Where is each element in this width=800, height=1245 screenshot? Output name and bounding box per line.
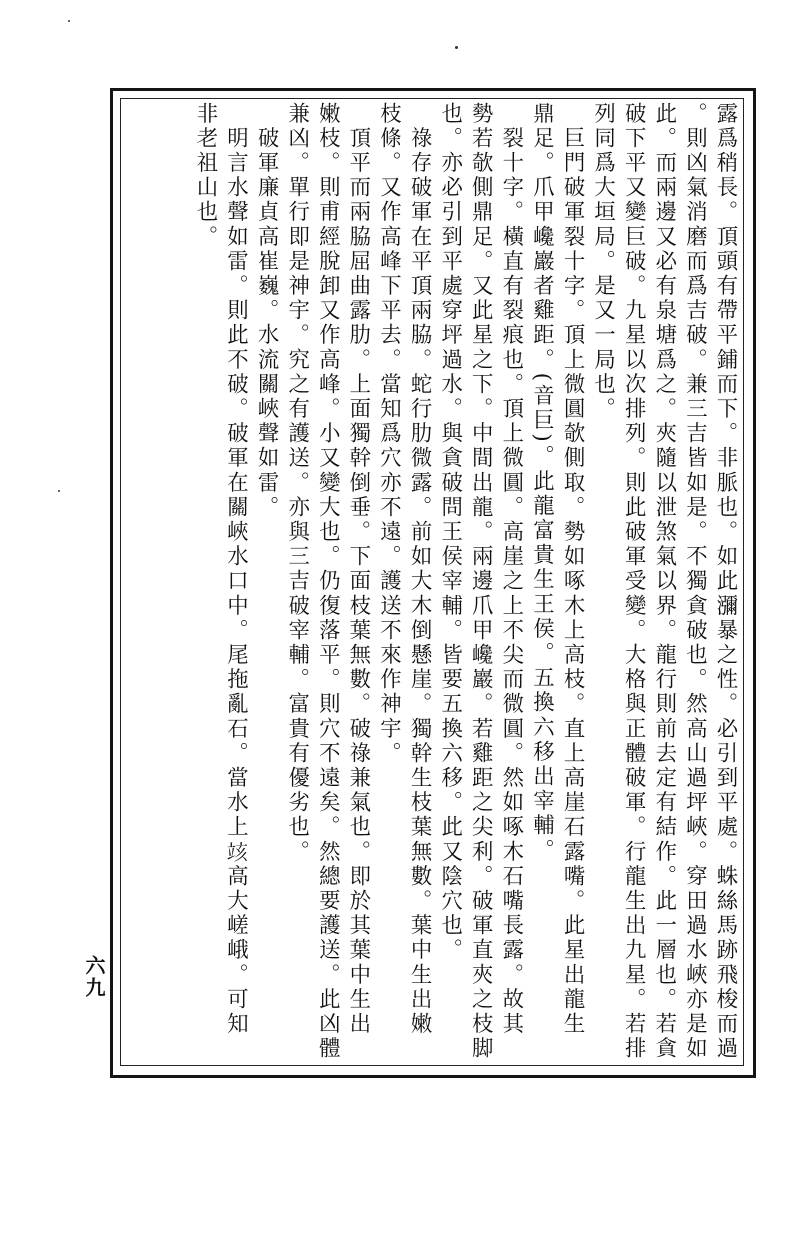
text-column: 也。亦必引到平處穿坪過水。與貪破問王侯宰輔。皆要五換六移。此又陰穴也。: [437, 102, 463, 963]
page-number: 六九: [82, 955, 106, 999]
text-column: 嫩枝。則甫經脫卸又作高峰。小又變大也。仍復落平。則穴不遠矣。然總要護送。此凶體: [315, 102, 341, 1062]
text-column: 此。而兩邊又必有泉塘爲之。夾隨以泄煞氣以界。龍行則前去定有結作。此一層也。若貪: [651, 102, 677, 1062]
text-column: 巨門破軍裂十字。頂上微圓欹側取。勢如啄木上高枝。直上高崖石露嘴。此星出龍生: [560, 102, 586, 1037]
text-column: 枝條。又作高峰下平去。當知爲穴亦不遠。護送不來作神宇。: [376, 102, 402, 767]
text-column: 破下平又變巨破。九星以次排列。則此破軍受變。大格與正體破軍。行龍生出九星。若排: [621, 102, 647, 1062]
text-column: 列同爲大垣局。是又一局也。: [590, 102, 616, 422]
text-column: 祿存破軍在平頂兩脇。蛇行肋微露。前如大木倒懸崖。獨幹生枝葉無數。葉中生出嫩: [407, 102, 433, 1037]
text-column: 鼎足。爪甲巉巖者雞距。(音巨)。此龍富貴生王侯。五換六移出宰輔。: [529, 102, 555, 864]
text-column: 非老祖山也。: [192, 102, 218, 250]
scan-speck: [455, 46, 458, 49]
text-column: 。則凶氣消磨而爲吉破。兼三吉皆如是。不獨貪破也。然高山過坪峽。穿田過水峽亦是如: [682, 102, 708, 1062]
text-column: 頂平而兩脇屈曲露肋。上面獨幹倒垂。下面枝葉無數。破祿兼氣也。即於其葉中生出: [345, 102, 371, 1037]
text-column: 破軍廉貞高崔巍。水流關峽聲如雷。: [254, 102, 280, 521]
text-column: 明言水聲如雷。則此不破。破軍在關峽水口中。尾拖亂石。當水上𥩲高大嵯峨。可知: [223, 102, 249, 1037]
scan-speck: [58, 490, 60, 492]
text-column: 裂十字。橫直有裂痕也。頂上微圓。高崖之上不尖而微圓。然如啄木石嘴長露。故其: [498, 102, 524, 1037]
text-column: 勢若欹側鼎足。又此星之下。中間出龍。兩邊爪甲巉巖。若雞距之尖利。破軍直夾之枝脚: [468, 102, 494, 1062]
body-text: [124, 102, 740, 1062]
text-column: 兼凶。單行即是神宇。究之有護送。亦與三吉破宰輔。富貴有優劣也。: [284, 102, 310, 865]
scan-speck: [68, 20, 70, 22]
text-column: 露爲稍長。頂頭有帶平鋪而下。非脈也。如此瀰暴之性。必引到平處。蛛絲馬跡飛梭而過: [713, 102, 738, 1062]
